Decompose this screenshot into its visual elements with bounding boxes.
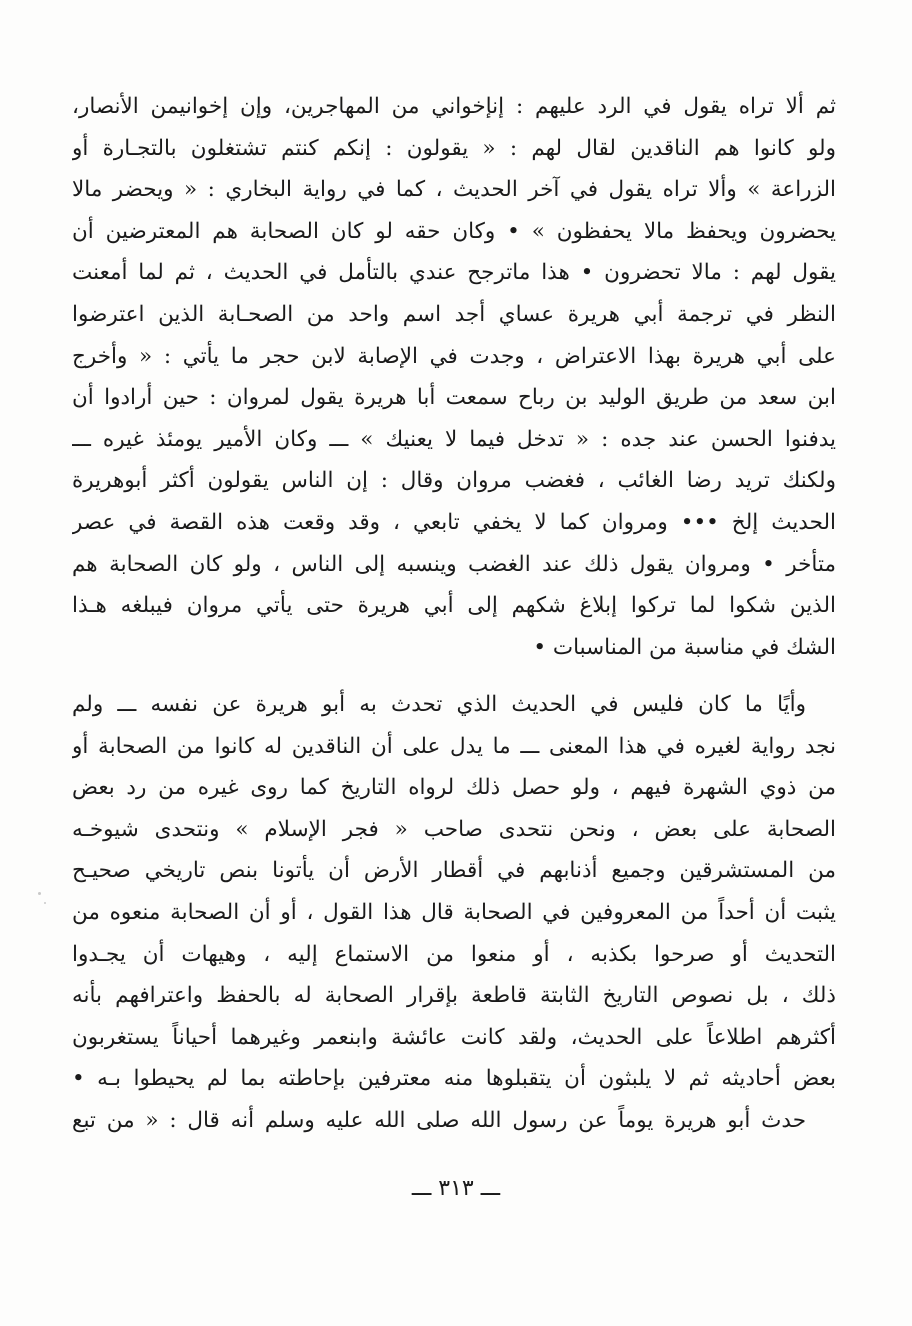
text-line: ثم ألا تراه يقول في الرد عليهم : إنإخواني من المهاجرين، وإن إخوانيمن الأنصار، [72,94,836,119]
text-line: الزراعة » وألا تراه يقول في آخر الحديث ، كما في رواية البخاري : « ويحضر مالا [72,177,836,203]
text-line: أكثرهم اطلاعاً على الحديث، ولقد كانت عائشة وابنعمر وغيرهما أحياناً يستغربون [72,1024,836,1050]
text-line: يدفنوا الحسن عند جده : « تدخل فيما لا يعنيك » ـــ وكان الأمير يومئذ غيره ـــ [72,426,836,452]
text-line: النظر في ترجمة أبي هريرة عساي أجد اسم واحد من الصحـابة الذين اعترضوا [72,301,836,327]
text-line: من المستشرقين وجميع أذنابهم في أقطار الأرض أن يأتونا بنص تاريخي صحيـح [72,858,836,884]
text-line: نجد رواية لغيره في هذا المعنى ـــ ما يدل على أن الناقدين له كانوا من الصحابة أو [72,733,836,759]
scan-speck [44,902,46,904]
page-number: ـــ ٣١٣ ـــ [411,1176,501,1201]
text-line: ولو كانوا هم الناقدين لقال لهم : « يقولون : إنكم كنتم تشتغلون بالتجـارة أو [72,135,836,161]
text-line-first: وأيًا ما كان فليس في الحديث الذي تحدث به أبو هريرة عن نفسه ـــ ولم [72,692,806,717]
text-line: الذين شكوا لما تركوا إبلاغ شكهم إلى أبي هريرة حتى يأتي مروان فيبلغه هـذا [72,593,836,619]
text-line-new-paragraph: حدث أبو هريرة يوماً عن رسول الله صلى الله عليه وسلم أنه قال : « من تبع [72,1107,806,1133]
text-line: على أبي هريرة بهذا الاعتراض ، وجدت في الإصابة لابن حجر ما يأتي : « وأخرج [72,343,836,369]
text-line-last: الشك في مناسبة من المناسبات • [533,634,836,660]
text-line: التحديث أو صرحوا بكذبه ، أو منعوا من الاستماع إليه ، وهيهات أن يجـدوا [72,941,836,967]
text-line: بعض أحاديثه ثم لا يلبثون أن يتقبلوها منه معترفين بإحاطته بما لم يحيطوا بـه • [72,1066,836,1092]
text-line: ابن سعد من طريق الوليد بن رباح سمعت أبا هريرة يقول لمروان : حين أرادوا أن [72,385,836,411]
paragraph-2 [72,684,836,1142]
text-line: يثبت أن أحداً من المعروفين في الصحابة قال هذا القول ، أو أن الصحابة منعوه من [72,899,836,925]
scan-speck [38,892,41,895]
text-line: يحضرون ويحفظ مالا يحفظون » • وكان حقه لو كان الصحابة هم المعترضين أن [72,218,836,244]
text-line: الحديث إلخ ••• ومروان كما لا يخفي تابعي ، وقد وقعت هذه القصة في عصر [72,509,836,535]
paragraph-1 [72,86,836,668]
text-line: الصحابة على بعض ، ونحن نتحدى صاحب « فجر الإسلام » ونتحدى شيوخـه [72,816,836,842]
text-line: يقول لهم : مالا تحضرون • هذا ماترجح عندي بالتأمل في الحديث ، ثم لما أمعنت [72,260,836,286]
text-line: ولكنك تريد رضا الغائب ، فغضب مروان وقال : إن الناس يقولون أكثر أبوهريرة [72,468,836,494]
text-line: ذلك ، بل نصوص التاريخ الثابتة قاطعة بإقرار الصحابة له بالحفظ واعترافهم بأنه [72,983,836,1009]
text-line: من ذوي الشهرة فيهم ، ولو حصل ذلك لرواه التاريخ كما روى غيره من رد بعض [72,775,836,801]
text-line: متأخر • ومروان يقول ذلك عند الغضب وينسبه إلى الناس ، ولو كان الصحابة هم [72,551,836,577]
